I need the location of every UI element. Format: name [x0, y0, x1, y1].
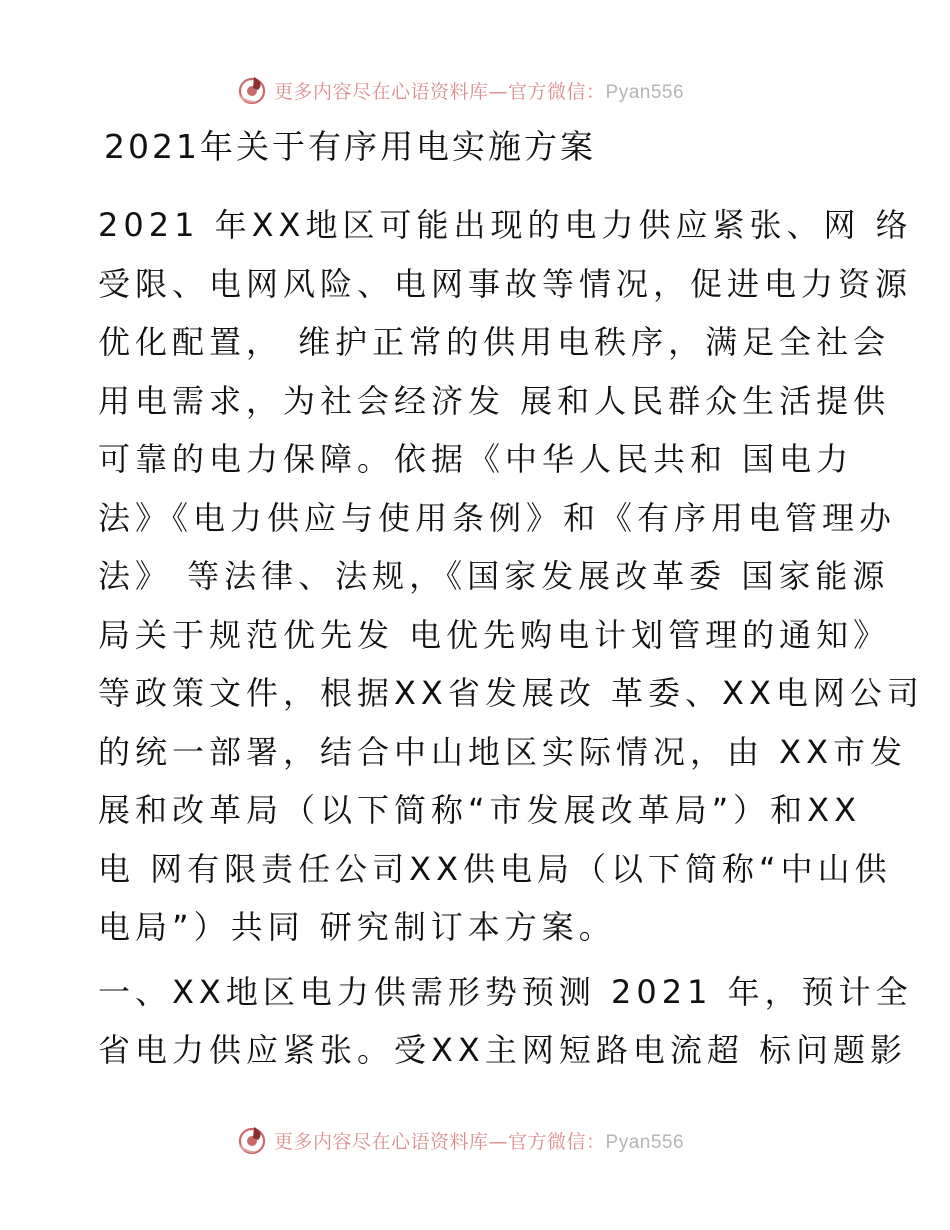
- text-line: 受限、电网风险、电网事故等情况，促进电力资源: [98, 264, 913, 303]
- text-line: 一、XX地区电力供需形势预测 2021 年，预计全: [98, 972, 913, 1011]
- text-line: 等政策文件，根据XX省发展改 革委、XX电网公司: [98, 674, 924, 712]
- watermark-contact: Pyan556: [605, 81, 685, 103]
- text-line: 展和改革局（以下简称“市发展改革局”）和XX: [98, 791, 862, 829]
- text-line: 用电需求，为社会经济发 展和人民群众生活提供: [98, 381, 891, 420]
- watermark-contact: Pyan556: [605, 1131, 685, 1153]
- paragraph-intro: [98, 196, 924, 957]
- text-line: 可靠的电力保障。依据《中华人民共和 国电力: [98, 440, 854, 478]
- text-line: 法》《电力供应与使用条例》和《有序用电管理办: [98, 498, 897, 537]
- paragraph-section-one: [98, 963, 913, 1080]
- footer-watermark: [236, 1122, 684, 1158]
- text-line: 局关于规范优先发 电优先购电计划管理的通知》: [98, 615, 891, 654]
- text-line: 优化配置， 维护正常的供用电秩序，满足全社会: [98, 323, 891, 361]
- watermark-text: 更多内容尽在心语资料库—官方微信：Pyan556: [274, 1130, 685, 1153]
- header-watermark: [236, 72, 684, 108]
- text-line: 电 网有限责任公司XX供电局（以下简称“中山供: [98, 849, 892, 888]
- document-title: 2021年关于有序用电实施方案: [104, 127, 596, 166]
- text-line: 的统一部署，结合中山地区实际情况，由 XX市发: [98, 732, 908, 771]
- watermark-text: 更多内容尽在心语资料库—官方微信：Pyan556: [274, 80, 685, 103]
- text-line: 省电力供应紧张。受XX主网短路电流超 标问题影: [98, 1031, 908, 1069]
- text-line: 2021 年XX地区可能出现的电力供应紧张、网 络: [98, 206, 913, 244]
- document-body: [98, 196, 924, 1080]
- quill-seal-icon: [236, 1124, 268, 1156]
- text-line: 电局”）共同 研究制订本方案。: [98, 908, 616, 946]
- text-line: 法》 等法律、法规，《国家发展改革委 国家能源: [98, 557, 890, 595]
- quill-seal-icon: [236, 74, 268, 106]
